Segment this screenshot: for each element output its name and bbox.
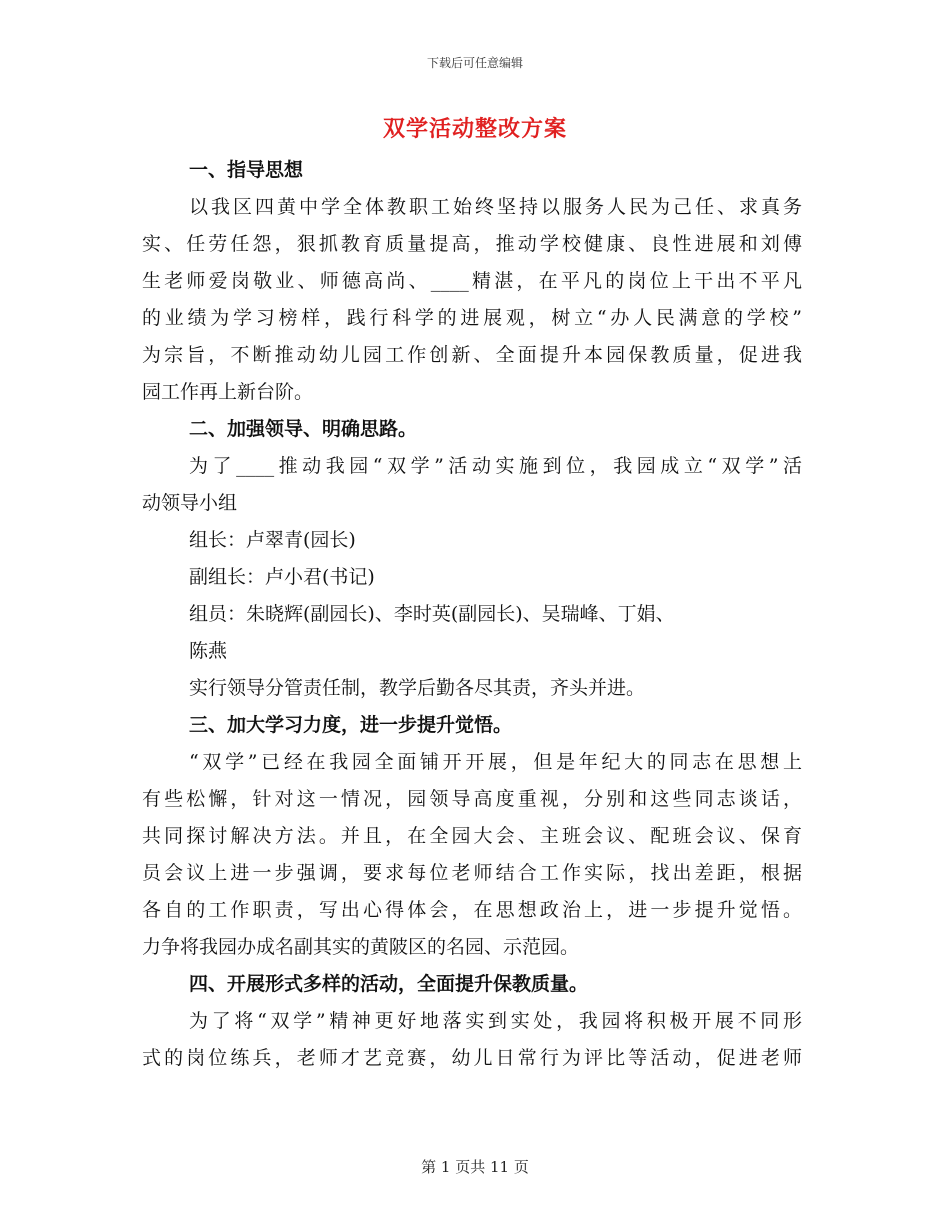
body-text-line: 组员：朱晓辉(副园长)、李时英(副园长)、吴瑞峰、丁娟、: [189, 603, 675, 625]
body-text-line: 组长：卢翠青(园长): [189, 529, 356, 551]
body-text-line: 陈燕: [189, 640, 228, 662]
body-text-line: 生老师爱岗敬业、师德高尚、____精湛，在平凡的岗位上干出不平凡: [142, 270, 802, 292]
body-text-line: 各自的工作职责，写出心得体会，在思想政治上，进一步提升觉悟。: [142, 899, 802, 921]
document-title: 双学活动整改方案: [382, 116, 567, 142]
body-text-line: 有些松懈，针对这一情况，园领导高度重视，分别和这些同志谈话，: [142, 788, 802, 810]
section-heading: 三、加大学习力度，进一步提升觉悟。: [189, 714, 513, 736]
body-text-line: 式的岗位练兵，老师才艺竞赛，幼儿日常行为评比等活动，促进老师: [142, 1047, 802, 1069]
body-text-line: 动领导小组: [142, 492, 238, 514]
body-text-line: 的业绩为学习榜样，践行科学的进展观，树立“办人民满意的学校”: [142, 307, 802, 329]
body-text-line: 副组长：卢小君(书记): [189, 566, 375, 588]
body-text-line: 员会议上进一步强调，要求每位老师结合工作实际，找出差距，根据: [142, 862, 802, 884]
page-header-note: 下载后可任意编辑: [426, 56, 523, 70]
body-text-line: 为宗旨，不断推动幼儿园工作创新、全面提升本园保教质量，促进我: [142, 344, 802, 366]
body-text-line: 实、任劳任怨，狠抓教育质量提高，推动学校健康、良性进展和刘傅: [142, 233, 802, 255]
body-text-line: 以我区四黄中学全体教职工始终坚持以服务人民为己任、求真务: [189, 196, 802, 218]
section-heading: 二、加强领导、明确思路。: [189, 418, 418, 440]
body-text-line: 力争将我园办成名副其实的黄陂区的名园、示范园。: [142, 936, 580, 958]
body-text-line: 园工作再上新台阶。: [142, 381, 314, 403]
section-heading: 四、开展形式多样的活动，全面提升保教质量。: [189, 973, 589, 995]
page-footer: 第 1 页共 11 页: [421, 1158, 529, 1176]
body-text-line: “双学”已经在我园全面铺开开展，但是年纪大的同志在思想上: [189, 751, 802, 773]
body-text-line: 共同探讨解决方法。并且，在全园大会、主班会议、配班会议、保育: [142, 825, 802, 847]
body-text-line: 为了将“双学”精神更好地落实到实处，我园将积极开展不同形: [189, 1010, 802, 1032]
document-body: [142, 152, 802, 1077]
section-heading: 一、指导思想: [189, 159, 304, 181]
body-text-line: 为了____推动我园“双学”活动实施到位，我园成立“双学”活: [189, 455, 802, 477]
body-text-line: 实行领导分管责任制，教学后勤各尽其责，齐头并进。: [189, 677, 646, 699]
